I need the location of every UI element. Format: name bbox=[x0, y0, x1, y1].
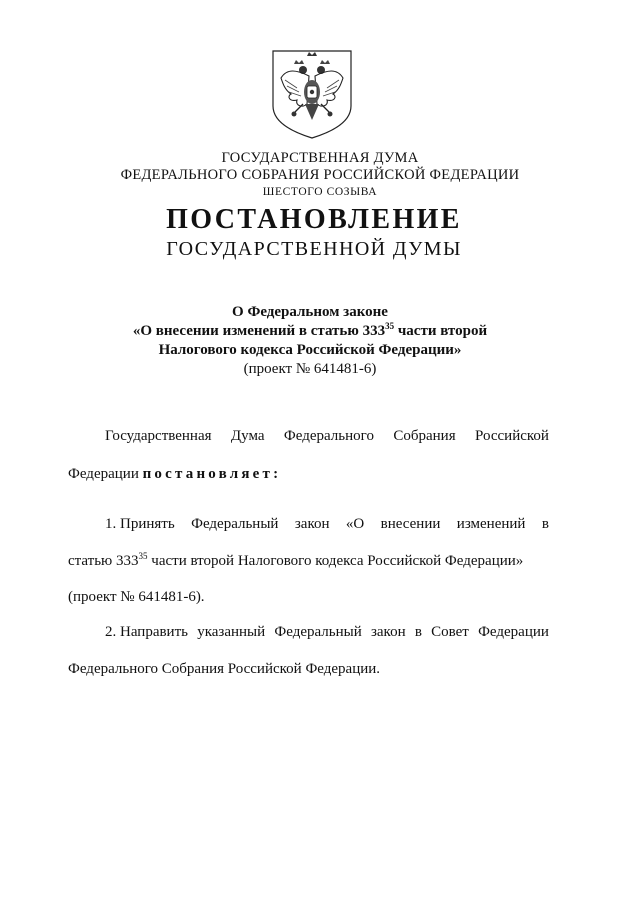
org-name: ГОСУДАРСТВЕННАЯ ДУМА bbox=[221, 150, 419, 166]
item-1-line-1: 1. Принять Федеральный закон «О внесении изменений в bbox=[105, 516, 549, 532]
subject-line-1: О Федеральном законе bbox=[232, 304, 388, 320]
convocation: ШЕСТОГО СОЗЫВА bbox=[262, 186, 378, 198]
coat-of-arms-icon bbox=[269, 48, 355, 140]
preamble-line-1 bbox=[105, 428, 549, 445]
preamble-word: Собрания bbox=[393, 428, 456, 444]
item-2-line-2: Федерального Собрания Российской Федерации. bbox=[68, 661, 381, 677]
preamble-word: Федерального bbox=[283, 428, 374, 444]
item-1-line-2: статью $333^{35}$ части второй Налогового кодекса Российской Федерации» bbox=[68, 551, 524, 569]
preamble-word: Дума bbox=[230, 428, 265, 444]
document-type: ПОСТАНОВЛЕНИЕ bbox=[166, 204, 462, 235]
preamble-word: Государственная bbox=[105, 428, 212, 444]
subject-line-3: Налогового кодекса Российской Федерации» bbox=[158, 342, 462, 358]
project-number: (проект № 641481-6) bbox=[243, 361, 377, 377]
preamble-word: Российской bbox=[475, 428, 549, 444]
item-1-line-3: (проект № 641481-6). bbox=[68, 589, 205, 605]
item-2-line-1: 2. Направить указанный Федеральный закон в Совет Федерации bbox=[105, 624, 549, 640]
preamble-line-2: Федерации постановляет: bbox=[68, 466, 282, 482]
document-issuer: ГОСУДАРСТВЕННОЙ ДУМЫ bbox=[166, 238, 462, 260]
subject-line-2: «О внесении изменений в статью $333^{35}$ части второй bbox=[132, 321, 488, 339]
org-parliament: ФЕДЕРАЛЬНОГО СОБРАНИЯ РОССИЙСКОЙ ФЕДЕРАЦИИ bbox=[120, 167, 520, 183]
resolves-word: постановляет: bbox=[142, 466, 282, 482]
